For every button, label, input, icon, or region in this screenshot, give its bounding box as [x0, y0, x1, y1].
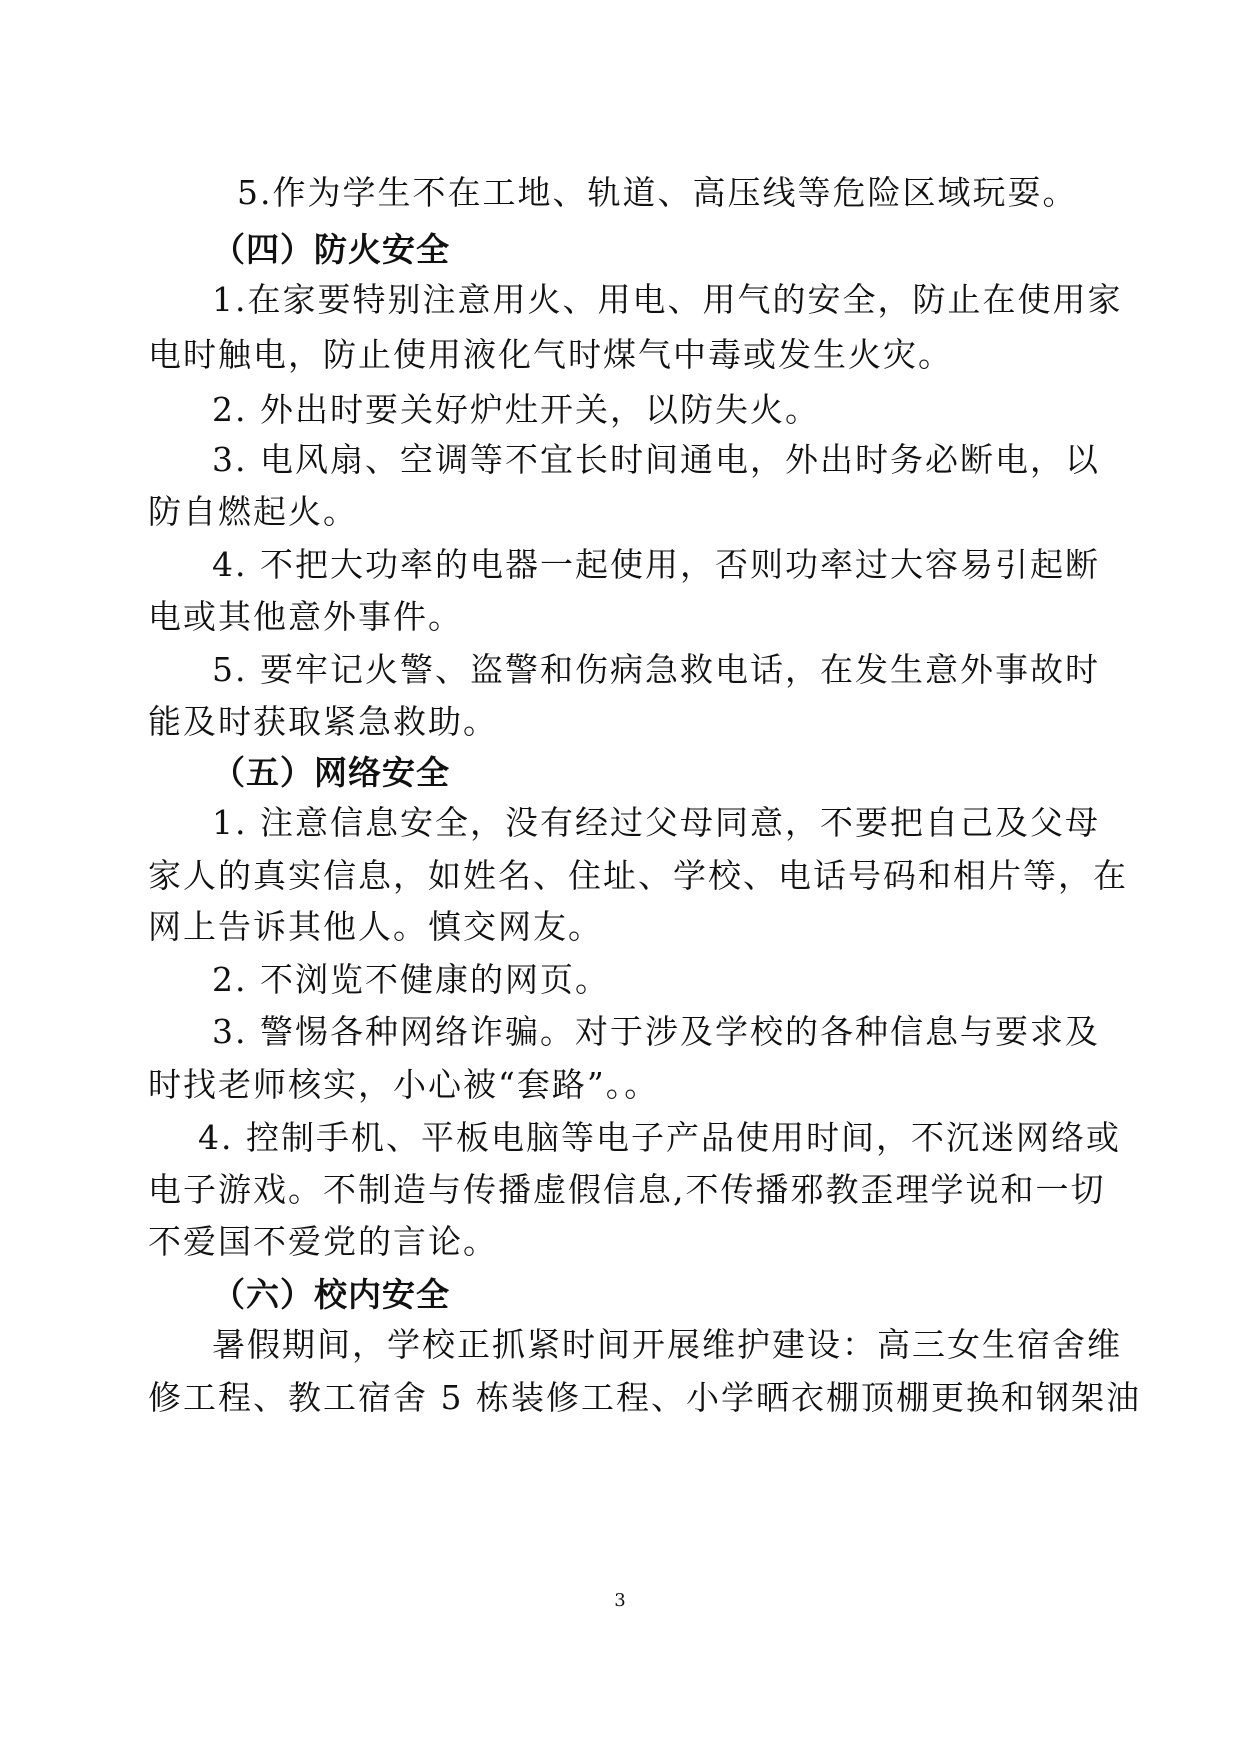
campus-paragraph-line-1: 暑假期间，学校正抓紧时间开展维护建设：高三女生宿舍维	[212, 1325, 1122, 1364]
page-number: 3	[614, 1590, 626, 1611]
fire-item-5-line-2: 能及时获取紧急救助。	[148, 702, 498, 741]
network-item-1-line-1: 1. 注意信息安全，没有经过父母同意，不要把自己及父母	[212, 803, 1100, 842]
network-item-1-line-2: 家人的真实信息，如姓名、住址、学校、电话号码和相片等，在	[148, 856, 1128, 895]
fire-item-1-line-2: 电时触电，防止使用液化气时煤气中毒或发生火灾。	[148, 335, 953, 374]
network-item-4-line-2: 电子游戏。不制造与传播虚假信息,不传播邪教歪理学说和一切	[148, 1170, 1106, 1209]
network-item-4-line-1: 4. 控制手机、平板电脑等电子产品使用时间，不沉迷网络或	[198, 1118, 1121, 1157]
fire-item-1-line-1: 1.在家要特别注意用火、用电、用气的安全，防止在使用家	[212, 280, 1123, 319]
fire-item-4-line-2: 电或其他意外事件。	[148, 597, 463, 636]
section-heading-fire-safety: （四）防火安全	[212, 230, 450, 269]
campus-paragraph-line-2: 修工程、教工宿舍 5 栋装修工程、小学晒衣棚顶棚更换和钢架油	[148, 1378, 1141, 1417]
network-item-2-line: 2. 不浏览不健康的网页。	[212, 960, 610, 999]
section-heading-network-safety: （五）网络安全	[212, 753, 450, 792]
fire-item-5-line-1: 5. 要牢记火警、盗警和伤病急救电话，在发生意外事故时	[212, 650, 1100, 689]
fire-item-2-line: 2. 外出时要关好炉灶开关，以防失火。	[212, 390, 820, 429]
fire-item-3-line-1: 3. 电风扇、空调等不宜长时间通电，外出时务必断电，以	[212, 440, 1100, 479]
network-item-1-line-3: 网上告诉其他人。慎交网友。	[148, 907, 603, 946]
network-item-4-line-3: 不爱国不爱党的言论。	[148, 1222, 498, 1261]
item-5-line: 5.作为学生不在工地、轨道、高压线等危险区域玩耍。	[237, 173, 1078, 212]
network-item-3-line-1: 3. 警惕各种网络诈骗。对于涉及学校的各种信息与要求及	[212, 1012, 1100, 1051]
network-item-3-line-2: 时找老师核实，小心被“套路”。。	[148, 1065, 660, 1104]
fire-item-4-line-1: 4. 不把大功率的电器一起使用，否则功率过大容易引起断	[212, 545, 1100, 584]
fire-item-3-line-2: 防自燃起火。	[148, 492, 358, 531]
section-heading-campus-safety: （六）校内安全	[212, 1275, 450, 1314]
